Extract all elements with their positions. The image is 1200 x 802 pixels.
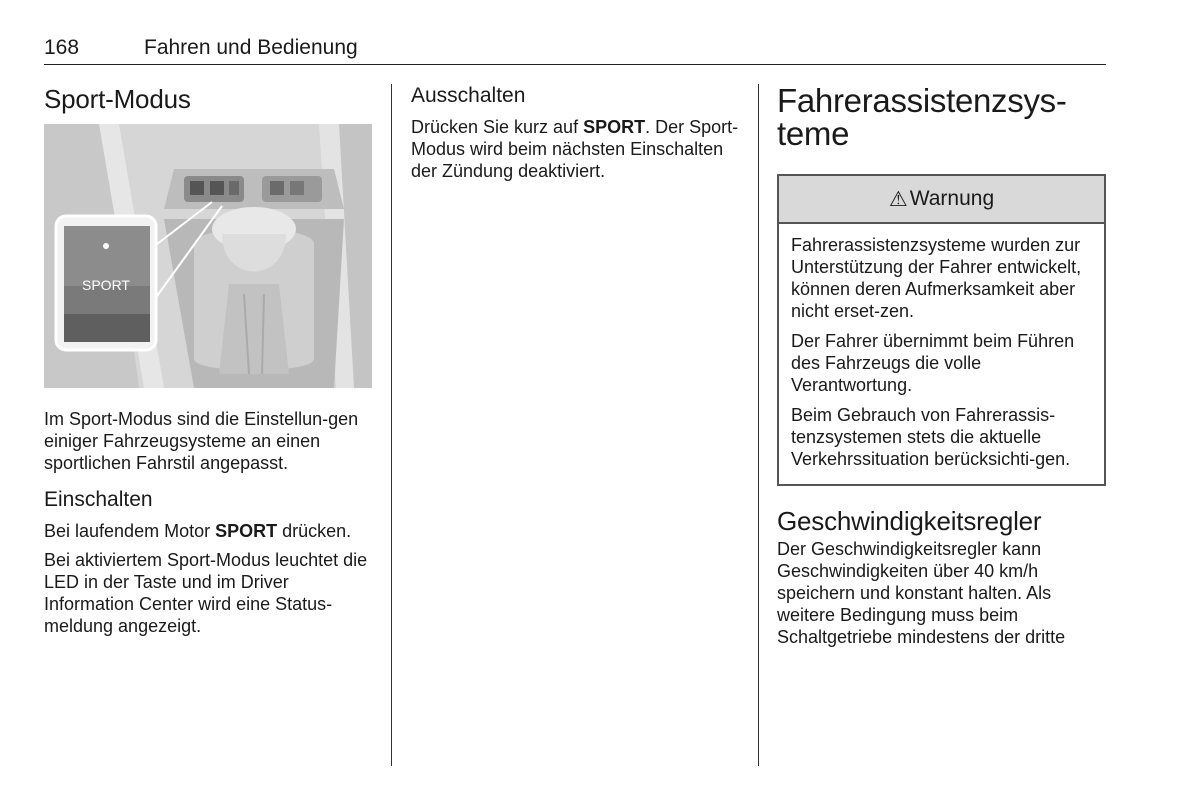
column-driver-assistance: [777, 84, 1107, 655]
ausschalten-heading: Ausschalten: [411, 84, 526, 107]
page-number: 168: [44, 36, 80, 59]
column-divider: [391, 84, 392, 766]
warning-icon: ⚠: [888, 187, 908, 211]
warning-body: [779, 224, 1104, 484]
warning-paragraph-1: Fahrerassistenzsysteme wurden zur Unterstützung der Fahrer entwickelt, können deren Aufmerksamkeit aber nicht erset-zen.: [791, 235, 1082, 321]
cruise-control-heading: Geschwindigkeitsregler: [777, 506, 1042, 536]
warning-paragraph-3: Beim Gebrauch von Fahrerassis-tenzsystemen stets die aktuelle Verkehrssituation berücksichti-gen.: [791, 405, 1071, 469]
column-sport-mode: [44, 84, 374, 644]
einschalten-paragraph-2: Bei aktiviertem Sport-Modus leuchtet die LED in der Taste und im Driver Information Center wird eine Status-meldung angezeigt.: [44, 550, 368, 636]
column-divider: [758, 84, 759, 766]
sport-button-illustration: [44, 124, 372, 388]
section-title: Fahren und Bedienung: [144, 36, 358, 59]
sport-button-label: SPORT: [82, 277, 130, 293]
driver-assistance-title: Fahrerassistenzsys-teme: [777, 82, 1067, 152]
einschalten-paragraph-1: Bei laufendem Motor SPORT drücken.: [44, 521, 352, 541]
warning-header: [779, 176, 1104, 224]
column-ausschalten: [411, 84, 741, 189]
page-header: [44, 36, 1106, 65]
intro-paragraph: Im Sport-Modus sind die Einstellun-gen einiger Fahrzeugsysteme an einen sportlichen Fahrstil angepasst.: [44, 409, 359, 473]
warning-box: [777, 174, 1106, 486]
warning-title: Warnung: [909, 187, 995, 210]
cruise-control-paragraph: Der Geschwindigkeitsregler kann Geschwindigkeiten über 40 km/h speichern und konstant halten. Als weitere Bedingung muss beim Schaltgetriebe mindestens der dritte: [777, 539, 1066, 647]
ausschalten-paragraph: Drücken Sie kurz auf SPORT. Der Sport-Modus wird beim nächsten Einschalten der Zündung deaktiviert.: [411, 117, 739, 181]
sport-mode-heading: Sport-Modus: [44, 84, 191, 114]
warning-paragraph-2: Der Fahrer übernimmt beim Führen des Fahrzeugs die volle Verantwortung.: [791, 331, 1075, 395]
einschalten-heading: Einschalten: [44, 488, 153, 511]
